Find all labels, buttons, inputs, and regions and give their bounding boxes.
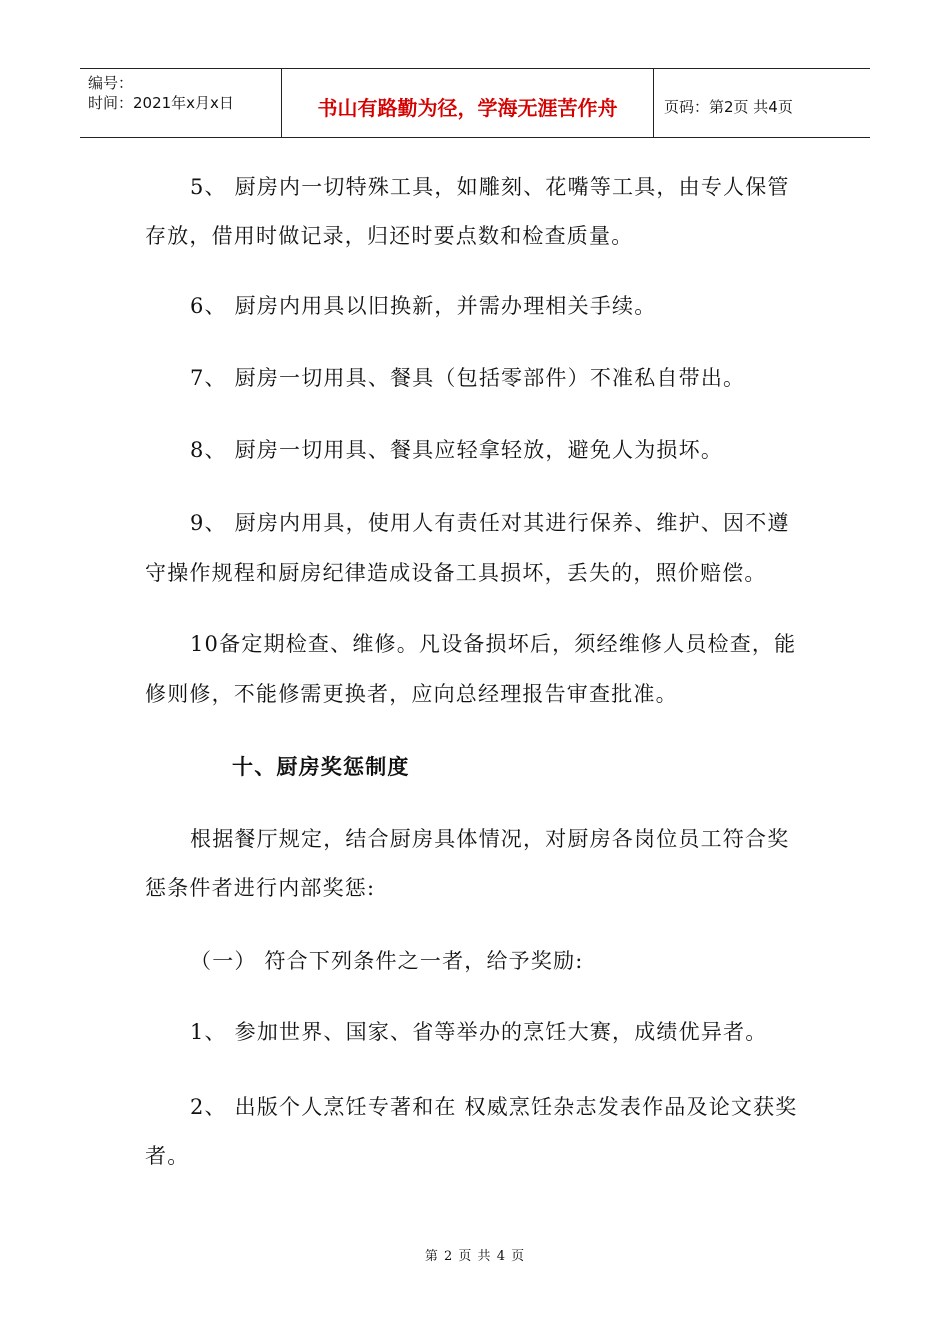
header-page-info: 页码：第2页 共4页 [664,97,793,116]
section-heading: 十、厨房奖惩制度 [232,755,410,779]
paragraph-line: 7、 厨房一切用具、餐具（包括零部件）不准私自带出。 [190,366,746,390]
paragraph-line: 惩条件者进行内部奖惩: [145,876,376,900]
paragraph-line: 5、 厨房内一切特殊工具，如雕刻、花嘴等工具，由专人保管 [190,175,790,199]
paragraph-line: 守操作规程和厨房纪律造成设备工具损坏，丢失的，照价赔偿。 [145,561,767,585]
header-motto: 书山有路勤为径，学海无涯苦作舟 [282,69,654,137]
paragraph-line: 2、 出版个人烹饪专著和在 权威烹饪杂志发表作品及论文获奖 [190,1095,798,1119]
paragraph-line: 根据餐厅规定，结合厨房具体情况，对厨房各岗位员工符合奖 [190,827,790,851]
paragraph-line: 8、 厨房一切用具、餐具应轻拿轻放，避免人为损坏。 [190,438,724,462]
page-header [80,68,870,138]
subsection-line: （一） 符合下列条件之一者，给予奖励: [190,949,584,973]
page-footer: 第 2 页 共 4 页 [424,1249,526,1264]
header-meta [80,69,282,137]
paragraph-line: 1、 参加世界、国家、省等举办的烹饪大赛，成绩优异者。 [190,1020,768,1044]
document-time-label: 时间：2021年x月x日 [88,94,234,112]
paragraph-line: 6、 厨房内用具以旧换新，并需办理相关手续。 [190,294,657,318]
paragraph-line: 修则修，不能修需更换者，应向总经理报告审查批准。 [145,682,678,706]
paragraph-line: 10备定期检查、维修。凡设备损坏后，须经维修人员检查，能 [190,632,797,656]
document-number-label: 编号： [88,74,134,92]
paragraph-line: 者。 [145,1144,190,1168]
paragraph-line: 9、 厨房内用具，使用人有责任对其进行保养、维护、因不遵 [190,511,790,535]
paragraph-line: 存放，借用时做记录，归还时要点数和检查质量。 [145,224,634,248]
